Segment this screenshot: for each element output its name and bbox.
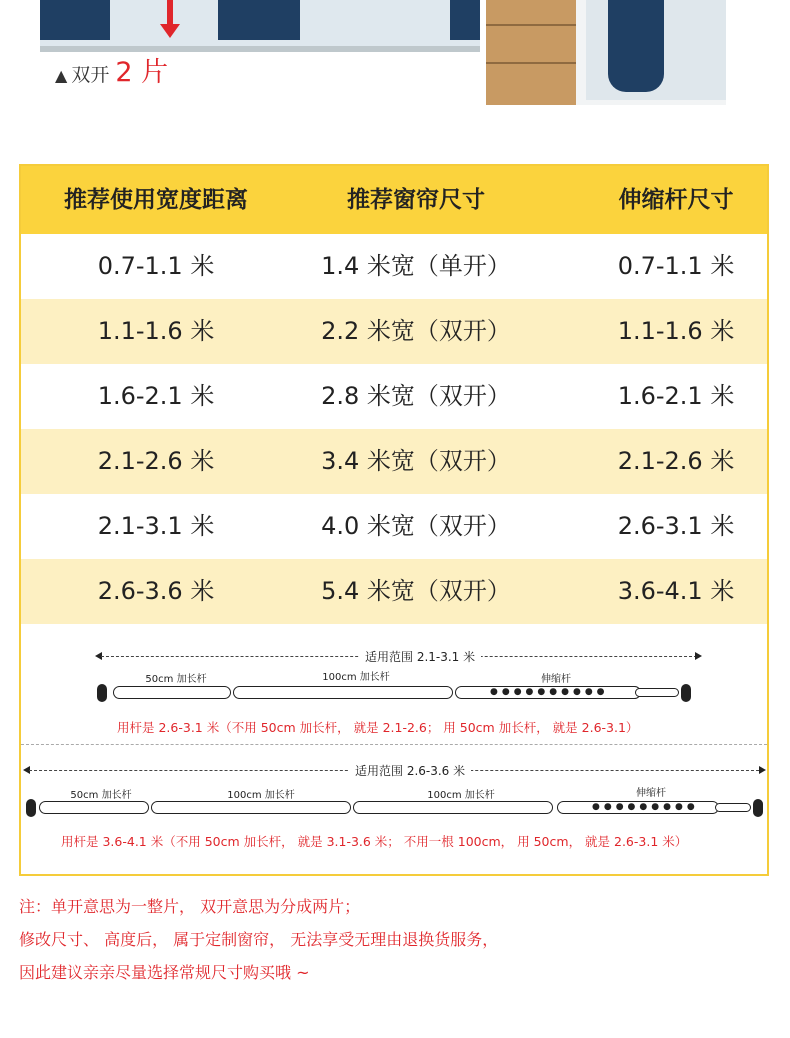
header-width-distance: 推荐使用宽度距离	[64, 187, 248, 213]
rod-tip	[635, 688, 679, 697]
rod-label-50cm: 50cm 加长杆	[70, 790, 132, 801]
cell-curtain: 2.8 米宽（双开）	[321, 382, 511, 410]
down-arrow-icon	[158, 0, 182, 40]
note-line: 修改尺寸、 高度后， 属于定制窗帘， 无法享受无理由退换货服务，	[19, 930, 499, 949]
rod-label-100cm: 100cm 加长杆	[227, 790, 295, 801]
table-header	[21, 166, 767, 234]
rod-telescopic: ●●●●●●●●●●	[455, 686, 641, 699]
notes	[19, 890, 498, 989]
cell-curtain: 4.0 米宽（双开）	[321, 512, 511, 540]
curtain-photo-left	[40, 0, 480, 52]
cell-curtain: 2.2 米宽（双开）	[321, 317, 511, 345]
section-divider	[21, 744, 767, 745]
rod-label-100cm: 100cm 加长杆	[427, 790, 495, 801]
rod-label-100cm: 100cm 加长杆	[322, 672, 390, 683]
rod-diagram-1	[21, 626, 767, 744]
size-table	[19, 164, 769, 876]
cell-rod: 1.1-1.6 米	[617, 317, 735, 345]
rod-telescopic: ●●●●●●●●●	[557, 801, 719, 814]
suction-cap-icon	[97, 684, 107, 702]
suction-cap-icon	[753, 799, 763, 817]
cell-width: 2.1-2.6 米	[97, 447, 215, 475]
rod-label-telescopic: 伸缩杆	[541, 674, 571, 685]
panel-count: 2 片	[115, 57, 169, 88]
cell-rod: 3.6-4.1 米	[617, 577, 735, 605]
range-arrow-right-icon	[759, 766, 766, 774]
table-row	[21, 299, 767, 364]
rod-50cm	[39, 801, 149, 814]
double-open-caption	[55, 50, 168, 89]
rod-label-50cm: 50cm 加长杆	[145, 674, 207, 685]
cell-rod: 2.1-2.6 米	[617, 447, 735, 475]
header-rod-size: 伸缩杆尺寸	[618, 187, 734, 213]
suction-cap-icon	[26, 799, 36, 817]
rod-100cm	[151, 801, 351, 814]
range-label: 适用范围 2.1-3.1 米	[359, 648, 481, 665]
range-arrow-right-icon	[695, 652, 702, 660]
cell-width: 0.7-1.1 米	[97, 252, 215, 280]
cell-curtain: 1.4 米宽（单开）	[321, 252, 511, 280]
cell-curtain: 5.4 米宽（双开）	[321, 577, 511, 605]
layout-label: 双开	[71, 64, 110, 86]
table-row	[21, 234, 767, 299]
note-line: 注：单开意思为一整片， 双开意思为分成两片；	[19, 897, 361, 916]
rod-note-2: 用杆是 3.6-4.1 米（不用 50cm 加长杆， 就是 3.1-3.6 米； 不用一根 100cm， 用 50cm， 就是 2.6-3.1 米）	[61, 834, 688, 849]
table-row	[21, 364, 767, 429]
rod-100cm	[353, 801, 553, 814]
range-label: 适用范围 2.6-3.6 米	[349, 762, 471, 779]
rod-tip	[715, 803, 751, 812]
cell-rod: 1.6-2.1 米	[617, 382, 735, 410]
cell-rod: 2.6-3.1 米	[617, 512, 735, 540]
rod-note-1: 用杆是 2.6-3.1 米（不用 50cm 加长杆， 就是 2.1-2.6； 用 50cm 加长杆， 就是 2.6-3.1）	[117, 720, 639, 735]
curtain-photo-right	[486, 0, 726, 105]
suction-cap-icon	[681, 684, 691, 702]
header-curtain-size: 推荐窗帘尺寸	[347, 187, 485, 213]
cell-width: 1.6-2.1 米	[97, 382, 215, 410]
cell-width: 2.1-3.1 米	[97, 512, 215, 540]
rod-50cm	[113, 686, 231, 699]
table-row	[21, 494, 767, 559]
cell-rod: 0.7-1.1 米	[617, 252, 735, 280]
rod-diagram-2	[21, 746, 767, 871]
cell-width: 1.1-1.6 米	[97, 317, 215, 345]
note-line: 因此建议亲亲尽量选择常规尺寸购买哦 ~	[19, 963, 310, 982]
rod-100cm	[233, 686, 453, 699]
table-row	[21, 429, 767, 494]
triangle-icon: ▲	[55, 66, 68, 85]
rod-label-telescopic: 伸缩杆	[636, 788, 666, 799]
cell-curtain: 3.4 米宽（双开）	[321, 447, 511, 475]
cell-width: 2.6-3.6 米	[97, 577, 215, 605]
table-row	[21, 559, 767, 624]
